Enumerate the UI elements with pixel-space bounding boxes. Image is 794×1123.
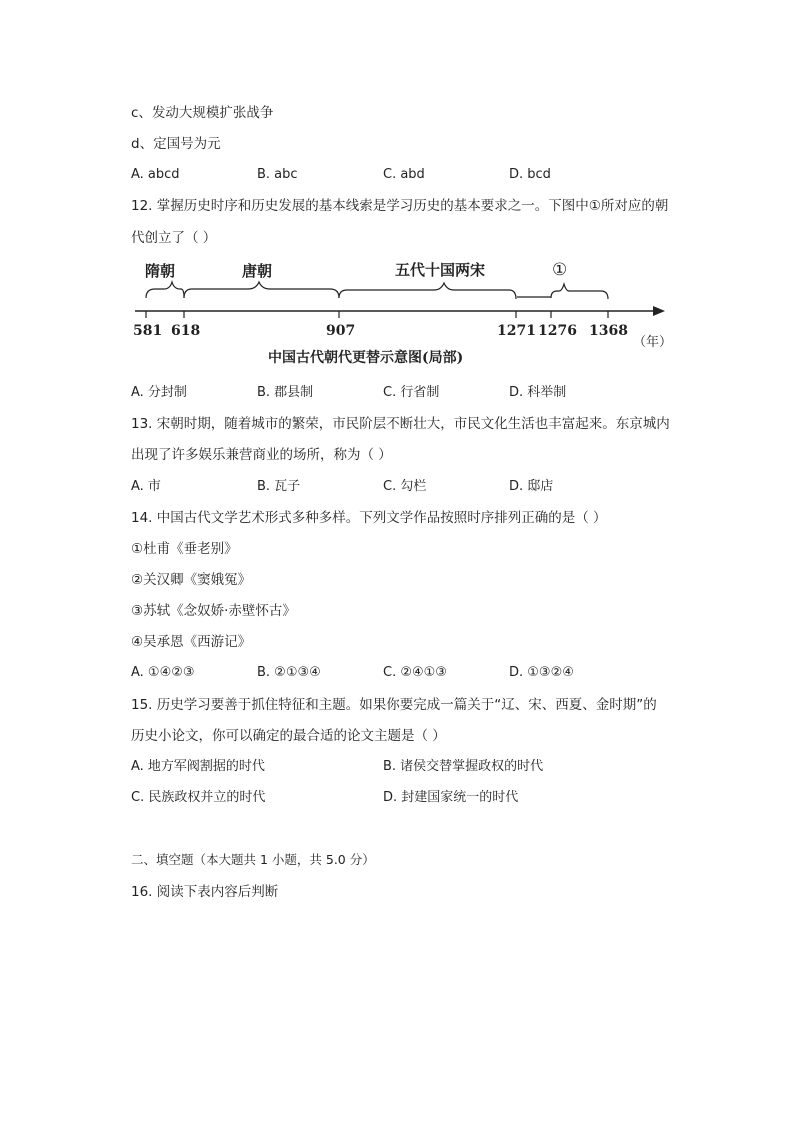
brace-wudai-song (339, 283, 516, 299)
year-unit: （年） (633, 335, 673, 350)
timeline-label-tang: 唐朝 (242, 262, 273, 280)
q14-option-a[interactable]: A. ①④②③ (131, 665, 195, 680)
q13-option-c[interactable]: C. 勾栏 (383, 479, 427, 494)
q14-option-b[interactable]: B. ②①③④ (257, 665, 321, 680)
q12-stem-line2: 代创立了（ ） (131, 230, 217, 246)
timeline-braces (146, 282, 608, 299)
brace-tang (184, 282, 339, 298)
timeline-label-sui: 隋朝 (145, 262, 176, 280)
q13-option-d[interactable]: D. 邸店 (509, 479, 554, 494)
statement-c: c、发动大规模扩张战争 (131, 105, 274, 121)
year-1276: 1276 (538, 323, 577, 339)
statement-d: d、定国号为元 (131, 136, 221, 152)
q12-option-a[interactable]: A. 分封制 (131, 385, 187, 400)
year-1368: 1368 (589, 323, 628, 339)
q11-option-c[interactable]: C. abd (383, 167, 425, 182)
q11-option-d[interactable]: D. bcd (509, 167, 551, 182)
timeline-ticks (146, 311, 608, 318)
brace-sui (146, 282, 184, 298)
q14-item-3: ③苏轼《念奴娇·赤壁怀古》 (131, 603, 296, 619)
q12-option-b[interactable]: B. 郡县制 (257, 385, 314, 400)
q15-stem-line1: 15. 历史学习要善于抓住特征和主题。如果你要完成一篇关于“辽、宋、西夏、金时期”的 (131, 697, 657, 713)
q14-item-2: ②关汉卿《窦娥冤》 (131, 572, 252, 588)
q15-option-a[interactable]: A. 地方军阀割据的时代 (131, 759, 265, 774)
q14-item-1: ①杜甫《垂老别》 (131, 541, 238, 557)
q15-option-b[interactable]: B. 诸侯交替掌握政权的时代 (383, 759, 544, 774)
q12-option-c[interactable]: C. 行省制 (383, 385, 440, 400)
q13-option-b[interactable]: B. 瓦子 (257, 479, 301, 494)
timeline-axis-arrow (653, 306, 665, 316)
timeline-label-wudai-song: 五代十国两宋 (395, 261, 486, 279)
dynasty-timeline-figure (125, 255, 685, 370)
q14-option-d[interactable]: D. ①③②④ (509, 665, 574, 680)
brace-marker-1 (551, 284, 608, 299)
q12-stem-line1: 12. 掌握历史时序和历史发展的基本线索是学习历史的基本要求之一。下图中①所对应的朝 (131, 198, 669, 214)
section-2-heading: 二、填空题（本大题共 1 小题，共 5.0 分） (131, 852, 375, 867)
q14-stem: 14. 中国古代文学艺术形式多种多样。下列文学作品按照时序排列正确的是（ ） (131, 510, 607, 526)
timeline-caption: 中国古代朝代更替示意图(局部) (268, 350, 464, 366)
q15-stem-line2: 历史小论文，你可以确定的最合适的论文主题是（ ） (131, 728, 446, 744)
year-618: 618 (171, 323, 201, 339)
q15-option-c[interactable]: C. 民族政权并立的时代 (131, 790, 266, 805)
q13-stem-line2: 出现了许多娱乐兼营商业的场所，称为（ ） (131, 447, 392, 463)
year-907: 907 (326, 323, 356, 339)
q13-option-a[interactable]: A. 市 (131, 479, 161, 494)
year-1271: 1271 (497, 323, 536, 339)
q15-option-d[interactable]: D. 封建国家统一的时代 (383, 790, 519, 805)
q16-stem: 16. 阅读下表内容后判断 (131, 884, 279, 900)
q11-option-b[interactable]: B. abc (257, 167, 298, 182)
q14-option-c[interactable]: C. ②④①③ (383, 665, 447, 680)
timeline-label-marker-1: ① (552, 260, 568, 280)
q12-option-d[interactable]: D. 科举制 (509, 385, 567, 400)
year-581: 581 (133, 323, 163, 339)
q11-option-a[interactable]: A. abcd (131, 167, 180, 182)
q13-stem-line1: 13. 宋朝时期，随着城市的繁荣，市民阶层不断壮大，市民文化生活也丰富起来。东京城内 (131, 416, 670, 432)
q14-item-4: ④吴承恩《西游记》 (131, 634, 252, 650)
